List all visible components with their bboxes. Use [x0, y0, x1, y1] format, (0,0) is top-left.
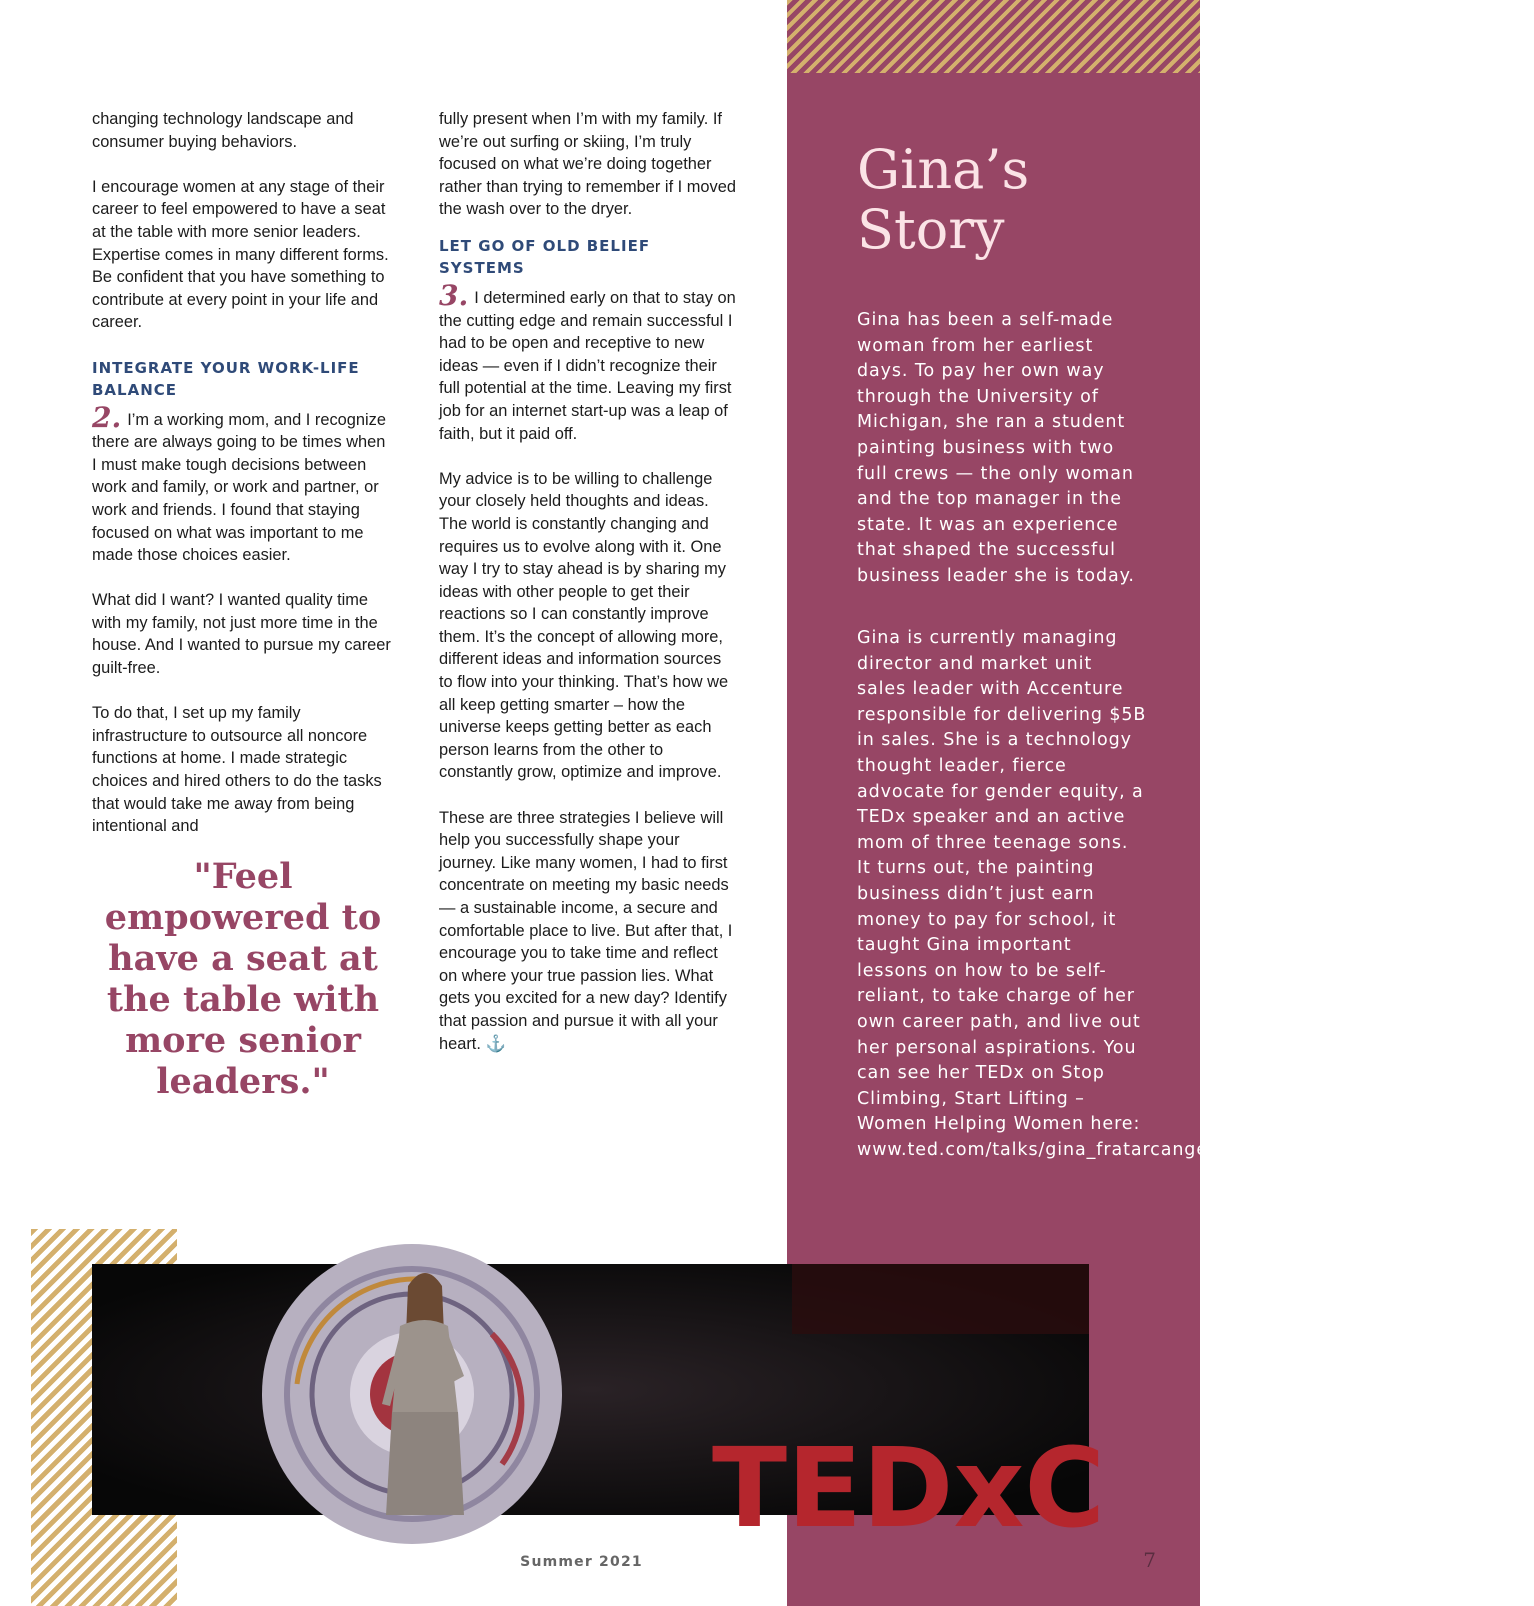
left-paragraph-1: changing technology landscape and consumer buying behaviors.: [92, 110, 354, 151]
sidebar-title-line2: Story: [857, 198, 1005, 261]
sidebar-paragraph-1: Gina has been a self-made woman from her earliest days. To pay her own way through the University of Michigan, she ran a student painting business with two full crews — the only woman and the top manager in the state. It was an experience that shaped the successful business leader she is today.: [857, 310, 1135, 586]
left-paragraph-3: I’m a working mom, and I recognize there are always going to be times when I must make tough decisions between work and family, or work and partner, or work and friends. I found that staying focused on what was important to me made those choices easier.: [92, 410, 386, 565]
middle-paragraph-2: I determined early on that to stay on the cutting edge and remain successful I had to be open and receptive to new ideas — even if I didn’t recognize their full potential at the time. Leaving my first job for an internet start-up was a leap of faith, but it paid off.: [439, 288, 736, 443]
pull-quote: "Feel empowered to have a seat at the table with more senior leaders.": [104, 855, 382, 1102]
decorative-stripes-top: [787, 0, 1200, 73]
section-number-2: 2.: [92, 400, 122, 434]
sidebar-title: [857, 140, 1029, 260]
sidebar-paragraph-2: Gina is currently managing director and market unit sales leader with Accenture responsible for delivering $5B in sales. She is a technology thought leader, fierce advocate for gender equity, a TEDx speaker and an active mom of three teenage sons. It turns out, the painting business didn’t just earn money to pay for school, it taught Gina important lessons on how to be self-reliant, to take charge of her own career path, and live out her personal aspirations. You can see her TEDx on Stop Climbing, Start Lifting – Women Helping Women here: www.ted.com/talks/gina_fratarcangeli_stop_climbing_and_start_lifting.: [857, 628, 1534, 1160]
section-heading-2: INTEGRATE YOUR WORK-LIFE BALANCE: [92, 358, 360, 399]
middle-paragraph-1: fully present when I’m with my family. If we’re out surfing or skiing, I’m truly focused on what we’re doing together rather than trying to remember if I moved the wash over to the dryer.: [439, 110, 736, 219]
sidebar-title-line1: Gina’s: [857, 138, 1030, 201]
left-paragraph-4: What did I want? I wanted quality time with my family, not just more time in the house. And I wanted to pursue my career guilt-free.: [92, 591, 391, 678]
middle-paragraph-4: These are three strategies I believe will help you successfully shape your journey. Like many women, I had to first concentrate on meeting my basic needs — a sustainable income, a secure and comfortable place to live. But after that, I encourage you to take time and reflect on where your true passion lies. What gets you excited for a new day? Identify that passion and pursue it with all your heart.: [439, 808, 733, 1053]
speaker-photo-illustration: [92, 1264, 1106, 1552]
anchor-icon: ⚓: [485, 1034, 506, 1053]
tedx-stage-letters: TEDxC: [712, 1424, 1106, 1552]
page-number: 7: [1143, 1548, 1156, 1572]
left-paragraph-2: I encourage women at any stage of their career to feel empowered to have a seat at the table with more senior leaders. Expertise comes in many different forms. Be confident that you have something to contribute at every point in your life and career.: [92, 177, 389, 332]
issue-footer: Summer 2021: [520, 1554, 643, 1570]
section-number-3: 3.: [439, 278, 469, 312]
middle-paragraph-3: My advice is to be willing to challenge your closely held thoughts and ideas. The world is constantly changing and requires us to evolve along with it. One way I try to stay ahead is by sharing my ideas with other people to get their reactions so I can constantly improve them. It’s the concept of allowing more, different ideas and information sources to flow into your thinking. That’s how we all keep getting smarter – how the universe keeps getting better as each person learns from the other to constantly grow, optimize and improve.: [439, 469, 729, 782]
left-paragraph-5: To do that, I set up my family infrastructure to outsource all noncore functions at home. I made strategic choices and hired others to do the tasks that would take me away from being intentional and: [92, 704, 382, 836]
speaker-photo: [92, 1264, 1106, 1552]
section-heading-3: LET GO OF OLD BELIEF SYSTEMS: [439, 236, 651, 277]
article-column-middle: [439, 108, 739, 1055]
article-column-left: [92, 108, 392, 1102]
